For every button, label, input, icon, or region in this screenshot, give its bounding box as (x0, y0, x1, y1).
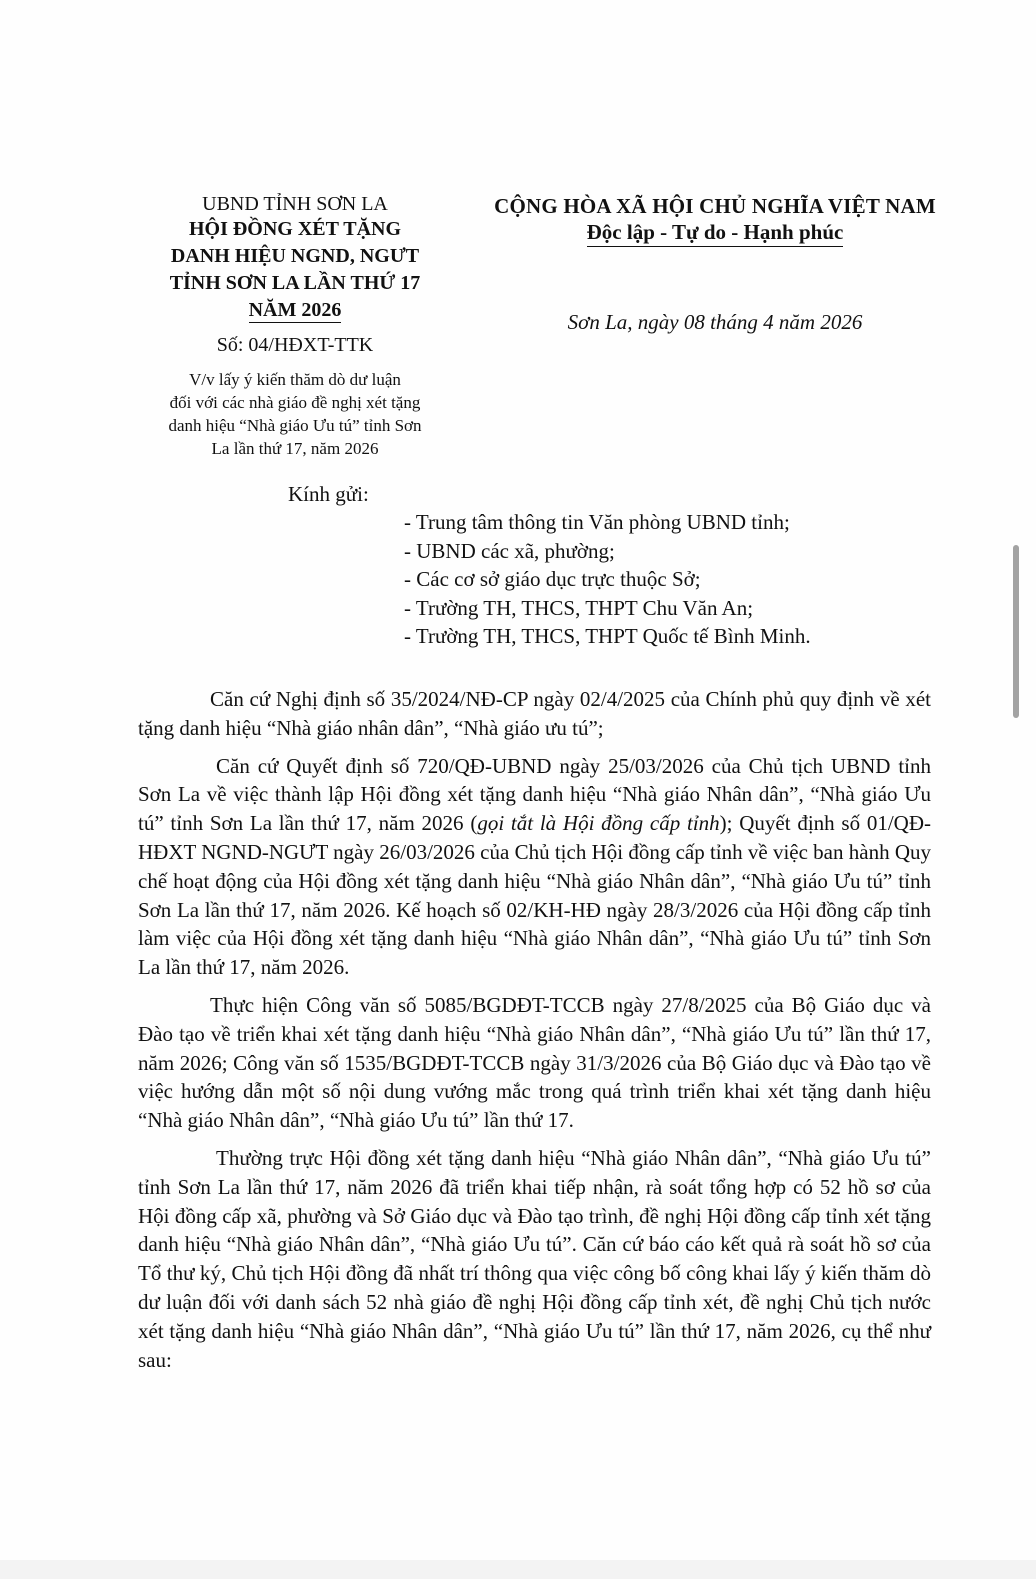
body-paragraph-4: Thường trực Hội đồng xét tặng danh hiệu “Nhà giáo Nhân dân”, “Nhà giáo Ưu tú” tỉnh Sơn La lần thứ 17, năm 2026 đã triển khai tiếp nhận, rà soát tổng hợp có 52 hồ sơ của Hội đồng cấp xã, phường và Sở Giáo dục và Đào tạo trình, đề nghị Hội đồng cấp tỉnh xét tặng danh hiệu “Nhà giáo Nhân dân”, “Nhà giáo Ưu tú”. Căn cứ báo cáo kết quả rà soát hồ sơ của Tổ thư ký, Chủ tịch Hội đồng đã nhất trí thông qua việc công bố công khai lấy ý kiến thăm dò dư luận đối với danh sách 52 nhà giáo đề nghị Hội đồng cấp tỉnh xét, đề nghị Chủ tịch nước xét tặng danh hiệu “Nhà giáo Nhân dân”, “Nhà giáo Ưu tú” lần thứ 17, năm 2026, cụ thể như sau: (138, 1145, 931, 1372)
council-line-2: DANH HIỆU NGND, NGƯT (170, 245, 420, 267)
agency-name: UBND TỈNH SƠN LA (202, 193, 388, 215)
recipients-label: Kính gửi: (288, 482, 369, 506)
issuing-agency-header (122, 193, 468, 460)
subject-line: La lần thứ 17, năm 2026 (211, 439, 379, 458)
recipient-item: - Trung tâm thông tin Văn phòng UBND tỉnh; (404, 510, 790, 534)
bottom-bar (0, 1560, 1036, 1579)
council-line-1: HỘI ĐỒNG XÉT TẶNG (188, 218, 402, 240)
document-number: Số: 04/HĐXT-TTK (216, 334, 374, 356)
body-paragraph-2 (138, 752, 931, 982)
document-subject (122, 368, 468, 460)
recipient-item: - Trường TH, THCS, THPT Quốc tế Bình Minh. (404, 624, 811, 648)
paragraph-2-italic: gọi tắt là Hội đồng cấp tỉnh (477, 811, 720, 836)
nation-name: CỘNG HÒA XÃ HỘI CHỦ NGHĨA VIỆT NAM (494, 194, 936, 218)
subject-line: đối với các nhà giáo đề nghị xét tặng (169, 393, 421, 412)
paragraph-2-text-a: Căn cứ Quyết định số 720/QĐ-UBND ngày 25/03/2026 của Chủ tịch UBND tỉnh Sơn La về việc thành lập Hội đồng xét tặng danh hiệu “Nhà giáo Nhân dân”, “Nhà giáo Ưu tú” tỉnh Sơn La lần thứ 17, năm 2026 ( (138, 753, 931, 836)
place-date: Sơn La, ngày 08 tháng 4 năm 2026 (567, 310, 863, 334)
vertical-scrollbar-thumb[interactable] (1013, 545, 1019, 718)
council-year: NĂM 2026 (248, 299, 342, 321)
recipients-list (404, 508, 811, 651)
national-header (470, 193, 960, 335)
council-line-3: TỈNH SƠN LA LẦN THỨ 17 (169, 272, 421, 294)
subject-line: V/v lấy ý kiến thăm dò dư luận (189, 370, 401, 389)
paragraph-2-text-b: ); Quyết định số 01/QĐ-HĐXT NGND-NGƯT ngày 26/03/2026 của Chủ tịch Hội đồng cấp tỉnh về việc ban hành Quy chế hoạt động của Hội đồng xét tặng danh hiệu “Nhà giáo Nhân dân”, “Nhà giáo Ưu tú” tỉnh Sơn La lần thứ 17, năm 2026. Kế hoạch số 02/KH-HĐ ngày 28/3/2026 của Hội đồng cấp tỉnh làm việc của Hội đồng xét tặng danh hiệu “Nhà giáo Nhân dân”, “Nhà giáo Ưu tú” tỉnh Sơn La lần thứ 17, năm 2026. (138, 811, 931, 980)
subject-line: danh hiệu “Nhà giáo Ưu tú” tỉnh Sơn (168, 416, 422, 435)
body-paragraph-1: Căn cứ Nghị định số 35/2024/NĐ-CP ngày 02/4/2025 của Chính phủ quy định về xét tặng danh hiệu “Nhà giáo nhân dân”, “Nhà giáo ưu tú”; (138, 687, 931, 740)
recipient-item: - Trường TH, THCS, THPT Chu Văn An; (404, 595, 754, 620)
document-body (138, 685, 931, 1383)
national-motto: Độc lập - Tự do - Hạnh phúc (587, 219, 844, 247)
body-paragraph-3: Thực hiện Công văn số 5085/BGDĐT-TCCB ngày 27/8/2025 của Bộ Giáo dục và Đào tạo về triển khai xét tặng danh hiệu “Nhà giáo Nhân dân”, “Nhà giáo Ưu tú” lần thứ 17, năm 2026; Công văn số 1535/BGDĐT-TCCB ngày 31/3/2026 của Bộ Giáo dục và Đào tạo về việc hướng dẫn một số nội dung vướng mắc trong quá trình triển khai xét tặng danh hiệu “Nhà giáo Nhân dân”, “Nhà giáo Ưu tú” lần thứ 17. (138, 992, 931, 1133)
recipient-item: - Các cơ sở giáo dục trực thuộc Sở; (404, 567, 701, 591)
recipient-item: - UBND các xã, phường; (404, 538, 615, 563)
